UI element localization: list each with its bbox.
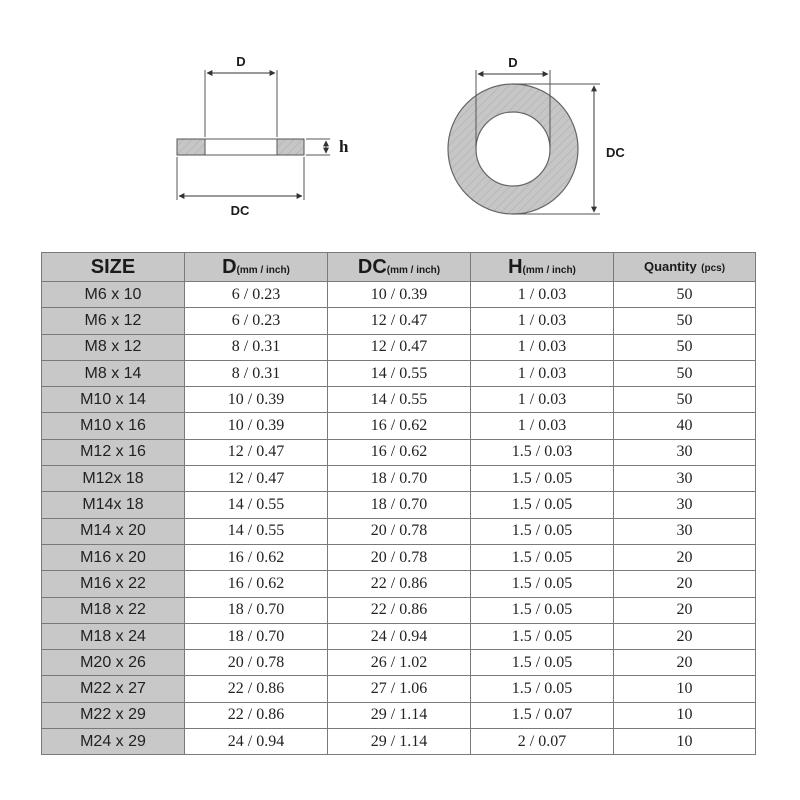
cell-h: 1.5 / 0.05: [471, 571, 614, 597]
header-d: D(mm / inch): [185, 253, 328, 282]
table-row: [42, 308, 756, 334]
table-row: [42, 439, 756, 465]
table-row: [42, 518, 756, 544]
table-header-row: [42, 253, 756, 282]
table-row: [42, 729, 756, 755]
side-view: [177, 54, 349, 218]
table-row: [42, 544, 756, 570]
table-row: [42, 623, 756, 649]
side-d-label: D: [236, 54, 246, 69]
cell-size: M22 x 29: [42, 702, 185, 728]
inner-hole: [476, 112, 550, 186]
cell-size: M10 x 16: [42, 413, 185, 439]
cell-size: M16 x 22: [42, 571, 185, 597]
cell-qty: 50: [614, 360, 756, 386]
cell-d: 10 / 0.39: [185, 413, 328, 439]
cell-d: 22 / 0.86: [185, 676, 328, 702]
cell-d: 8 / 0.31: [185, 334, 328, 360]
cell-size: M10 x 14: [42, 387, 185, 413]
cell-qty: 50: [614, 387, 756, 413]
cell-qty: 20: [614, 571, 756, 597]
cell-dc: 27 / 1.06: [328, 676, 471, 702]
cell-dc: 29 / 1.14: [328, 729, 471, 755]
cell-size: M20 x 26: [42, 650, 185, 676]
cell-dc: 24 / 0.94: [328, 623, 471, 649]
cell-dc: 16 / 0.62: [328, 413, 471, 439]
cell-h: 2 / 0.07: [471, 729, 614, 755]
cell-d: 6 / 0.23: [185, 308, 328, 334]
header-h: H(mm / inch): [471, 253, 614, 282]
table-row: [42, 387, 756, 413]
table-row: [42, 413, 756, 439]
cell-d: 20 / 0.78: [185, 650, 328, 676]
table-row: [42, 360, 756, 386]
side-h-label: h: [339, 137, 349, 156]
cell-dc: 14 / 0.55: [328, 360, 471, 386]
cell-h: 1 / 0.03: [471, 413, 614, 439]
cell-qty: 50: [614, 308, 756, 334]
cell-dc: 10 / 0.39: [328, 282, 471, 308]
cell-dc: 20 / 0.78: [328, 544, 471, 570]
cell-d: 14 / 0.55: [185, 518, 328, 544]
table-row: [42, 702, 756, 728]
cell-size: M12x 18: [42, 466, 185, 492]
table-row: [42, 650, 756, 676]
cell-dc: 16 / 0.62: [328, 439, 471, 465]
cell-d: 12 / 0.47: [185, 439, 328, 465]
cell-dc: 12 / 0.47: [328, 334, 471, 360]
cell-h: 1.5 / 0.05: [471, 518, 614, 544]
washer-diagram: [0, 0, 800, 250]
cell-qty: 10: [614, 676, 756, 702]
cell-h: 1.5 / 0.03: [471, 439, 614, 465]
cell-qty: 50: [614, 282, 756, 308]
front-view: [448, 55, 625, 214]
cell-h: 1 / 0.03: [471, 387, 614, 413]
cell-h: 1.5 / 0.05: [471, 676, 614, 702]
cell-d: 6 / 0.23: [185, 282, 328, 308]
cell-d: 14 / 0.55: [185, 492, 328, 518]
table-body: [42, 282, 756, 755]
cell-h: 1.5 / 0.05: [471, 623, 614, 649]
table-row: [42, 466, 756, 492]
cell-h: 1.5 / 0.05: [471, 597, 614, 623]
cell-size: M24 x 29: [42, 729, 185, 755]
cell-size: M14 x 20: [42, 518, 185, 544]
side-dc-label: DC: [230, 203, 250, 218]
cell-dc: 22 / 0.86: [328, 571, 471, 597]
table-row: [42, 282, 756, 308]
cell-qty: 20: [614, 623, 756, 649]
cell-d: 10 / 0.39: [185, 387, 328, 413]
cell-d: 16 / 0.62: [185, 571, 328, 597]
cell-qty: 10: [614, 702, 756, 728]
cell-qty: 30: [614, 439, 756, 465]
header-quantity: Quantity (pcs): [614, 253, 756, 282]
cell-size: M8 x 12: [42, 334, 185, 360]
cell-qty: 40: [614, 413, 756, 439]
cell-size: M14x 18: [42, 492, 185, 518]
cell-d: 18 / 0.70: [185, 623, 328, 649]
cell-d: 18 / 0.70: [185, 597, 328, 623]
cell-size: M18 x 24: [42, 623, 185, 649]
cell-size: M12 x 16: [42, 439, 185, 465]
cell-d: 16 / 0.62: [185, 544, 328, 570]
cell-qty: 50: [614, 334, 756, 360]
cell-size: M16 x 20: [42, 544, 185, 570]
cell-dc: 22 / 0.86: [328, 597, 471, 623]
cell-d: 22 / 0.86: [185, 702, 328, 728]
cell-d: 24 / 0.94: [185, 729, 328, 755]
front-dc-label: DC: [606, 145, 625, 160]
cell-size: M6 x 10: [42, 282, 185, 308]
cell-size: M22 x 27: [42, 676, 185, 702]
cell-d: 12 / 0.47: [185, 466, 328, 492]
cell-h: 1 / 0.03: [471, 282, 614, 308]
cell-h: 1.5 / 0.07: [471, 702, 614, 728]
header-dc: DC(mm / inch): [328, 253, 471, 282]
cell-qty: 10: [614, 729, 756, 755]
cell-dc: 29 / 1.14: [328, 702, 471, 728]
cell-qty: 30: [614, 518, 756, 544]
cell-dc: 18 / 0.70: [328, 466, 471, 492]
cell-h: 1.5 / 0.05: [471, 466, 614, 492]
cell-dc: 12 / 0.47: [328, 308, 471, 334]
cell-size: M8 x 14: [42, 360, 185, 386]
cell-dc: 26 / 1.02: [328, 650, 471, 676]
spec-table: [41, 252, 756, 755]
cell-qty: 20: [614, 650, 756, 676]
table-row: [42, 597, 756, 623]
cell-h: 1.5 / 0.05: [471, 650, 614, 676]
cell-d: 8 / 0.31: [185, 360, 328, 386]
cell-size: M6 x 12: [42, 308, 185, 334]
side-view-left-section: [177, 139, 205, 155]
cell-h: 1 / 0.03: [471, 334, 614, 360]
cell-dc: 20 / 0.78: [328, 518, 471, 544]
front-d-label: D: [508, 55, 518, 70]
table-row: [42, 676, 756, 702]
cell-qty: 20: [614, 597, 756, 623]
cell-h: 1.5 / 0.05: [471, 544, 614, 570]
table-row: [42, 492, 756, 518]
cell-h: 1 / 0.03: [471, 360, 614, 386]
cell-size: M18 x 22: [42, 597, 185, 623]
side-view-right-section: [277, 139, 304, 155]
cell-dc: 14 / 0.55: [328, 387, 471, 413]
cell-dc: 18 / 0.70: [328, 492, 471, 518]
cell-h: 1 / 0.03: [471, 308, 614, 334]
header-size: SIZE: [42, 253, 185, 282]
table-row: [42, 571, 756, 597]
table-row: [42, 334, 756, 360]
cell-h: 1.5 / 0.05: [471, 492, 614, 518]
cell-qty: 20: [614, 544, 756, 570]
cell-qty: 30: [614, 466, 756, 492]
cell-qty: 30: [614, 492, 756, 518]
